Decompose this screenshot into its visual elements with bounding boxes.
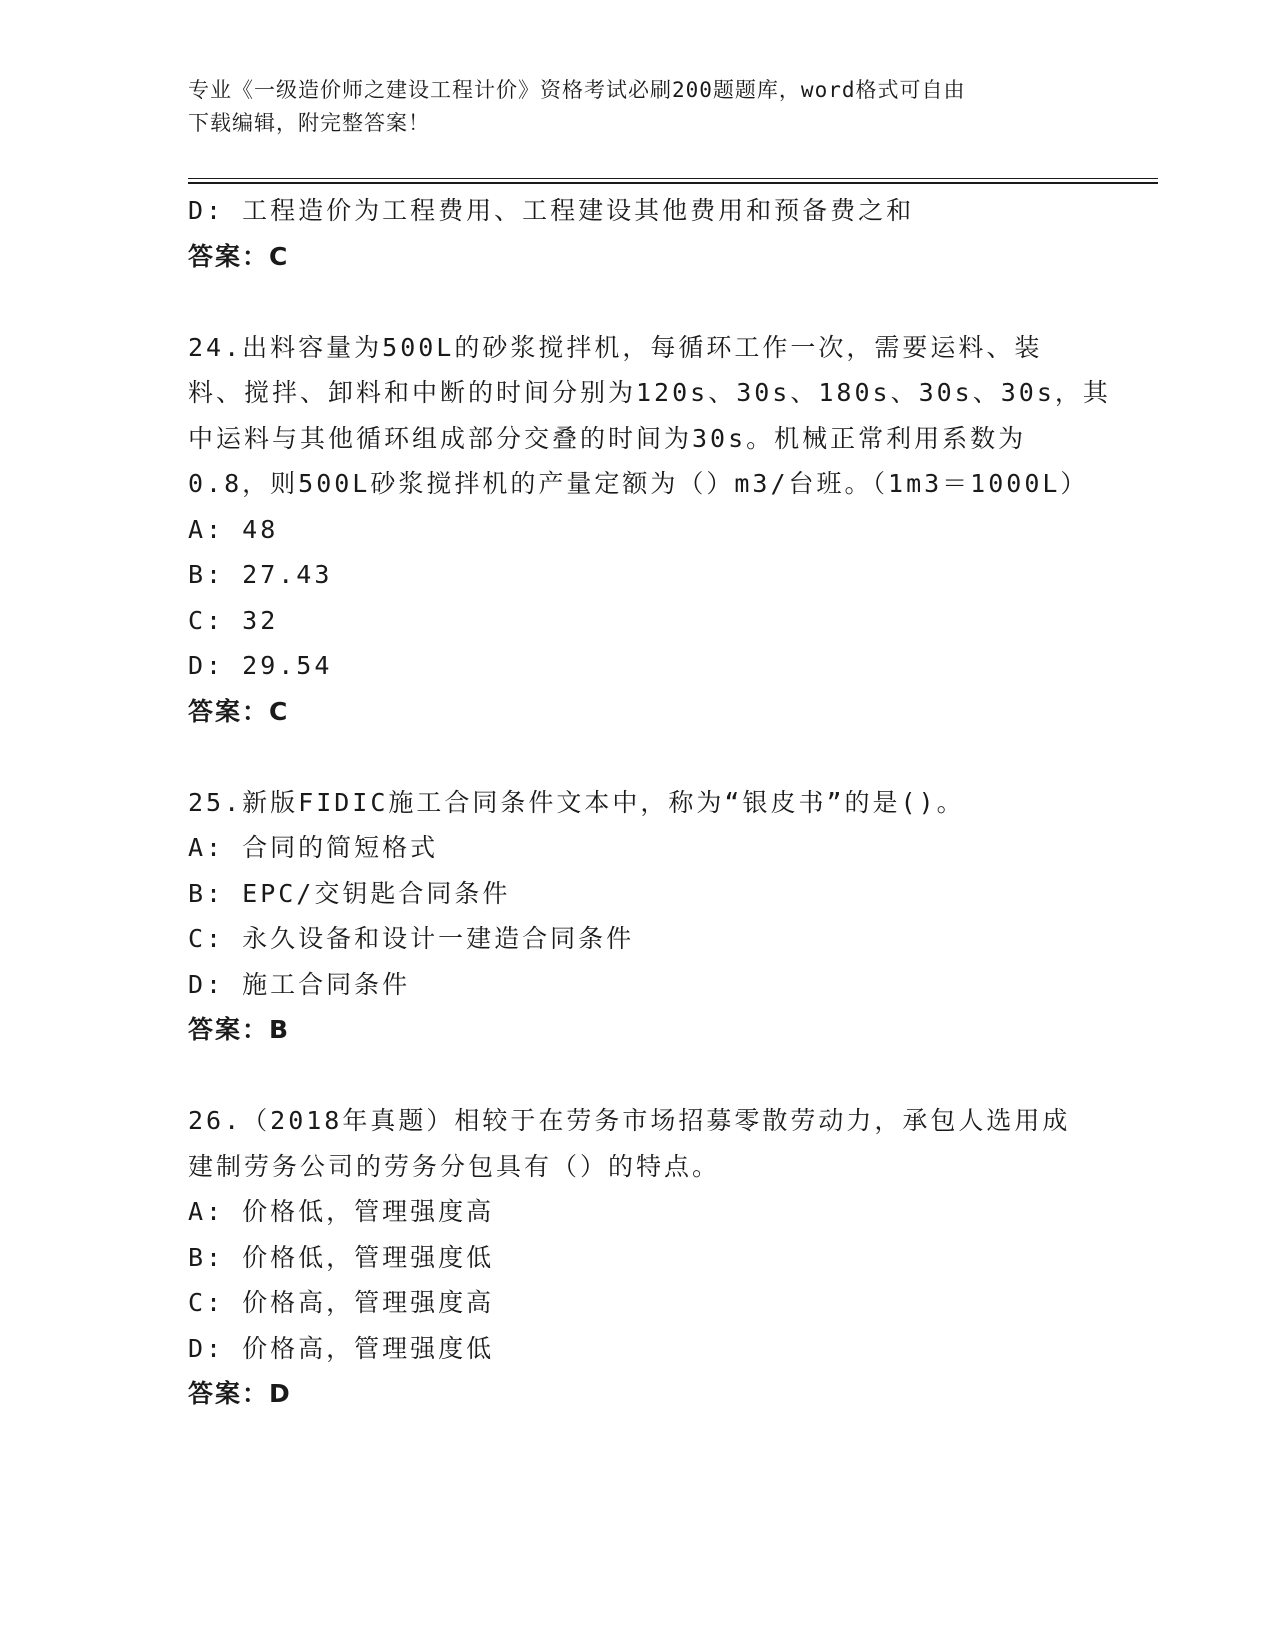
question-25 [188, 780, 1088, 1053]
option-d: D: 工程造价为工程费用、工程建设其他费用和预备费之和 [188, 196, 915, 225]
option-b: B: EPC/交钥匙合同条件 [188, 878, 511, 908]
option-a: A: 合同的简短格式 [188, 833, 439, 862]
option-d: D: 施工合同条件 [188, 969, 411, 999]
option-a: A: 48 [188, 514, 279, 544]
option-b: B: 27.43 [188, 560, 333, 589]
option-c: C: 永久设备和设计一建造合同条件 [188, 924, 635, 953]
question-stem-line: 建制劳务公司的劳务分包具有（）的特点。 [188, 1151, 721, 1181]
answer-line: 答案：C [188, 241, 290, 271]
question-stem-line: 料、搅拌、卸料和中断的时间分别为120s、30s、180s、30s、30s，其 [188, 378, 1111, 407]
option-d: D: 29.54 [188, 651, 333, 680]
option-c: C: 32 [188, 605, 279, 635]
question-stem-line: 0.8，则500L砂浆搅拌机的产量定额为（）m3/台班。（1m3＝1000L） [188, 469, 1089, 498]
header-divider [188, 178, 1158, 184]
question-stem-line: 中运料与其他循环组成部分交叠的时间为30s。机械正常利用系数为 [188, 423, 1027, 453]
question-24 [188, 325, 1111, 735]
question-stem-line: 25.新版FIDIC施工合同条件文本中，称为“银皮书”的是()。 [188, 787, 965, 817]
option-b: B: 价格低，管理强度低 [188, 1242, 495, 1272]
question-stem-line: 24.出料容量为500L的砂浆搅拌机，每循环工作一次，需要运料、装 [188, 332, 1043, 362]
page-header [188, 74, 1088, 140]
spacer [188, 734, 1088, 780]
question-26 [188, 1098, 1088, 1417]
spacer [188, 1053, 1088, 1099]
option-c: C: 价格高，管理强度高 [188, 1288, 495, 1317]
answer-line: 答案：B [188, 1015, 291, 1044]
spacer [188, 279, 1088, 325]
header-line-1: 专业《一级造价师之建设工程计价》资格考试必刷200题题库，word格式可自由 [188, 78, 966, 102]
header-line-2: 下载编辑，附完整答案！ [188, 111, 430, 135]
answer-line: 答案：C [188, 696, 290, 726]
answer-line: 答案：D [188, 1379, 292, 1408]
question-stem-line: 26.（2018年真题）相较于在劳务市场招募零散劳动力，承包人选用成 [188, 1106, 1071, 1135]
document-body [188, 188, 1111, 1417]
previous-question-tail [188, 188, 1088, 279]
option-a: A: 价格低，管理强度高 [188, 1197, 495, 1226]
option-d: D: 价格高，管理强度低 [188, 1333, 495, 1363]
